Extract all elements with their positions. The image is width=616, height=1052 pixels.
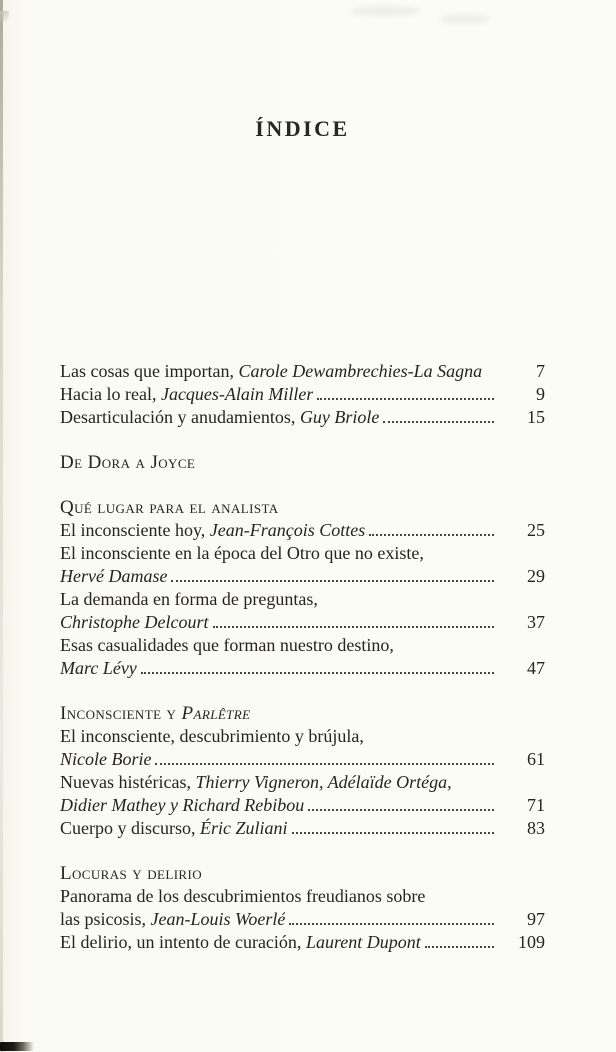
toc-entry [60,383,545,406]
entry-text [60,519,365,542]
text-segment: Guy Briole [299,407,380,427]
text-segment: El inconsciente en la época del Otro que no existe, [60,543,424,563]
text-segment: Inconsciente y [60,703,182,724]
text-segment: Esas casualidades que forman nuestro destino, [60,635,394,655]
toc-entry [60,611,545,634]
text-segment: Locuras y delirio [60,863,203,884]
entry-text [60,451,195,474]
page-number: 29 [527,566,545,586]
toc-entry [60,634,545,657]
page-edge-shadow [0,0,3,1052]
page-number: 71 [527,795,545,815]
entry-text [60,360,482,383]
text-segment: Hervé Damase [60,566,168,586]
dot-leader [213,626,495,628]
dot-leader [317,398,494,400]
entry-text [60,771,452,794]
entry-text [60,931,421,954]
dot-leader [171,580,494,582]
text-segment: Jean-François Cottes [209,520,366,540]
toc-entry [60,748,545,771]
text-segment: Qué lugar para el analista [60,497,279,518]
scan-corner-artifact [0,11,9,21]
entry-text [60,588,318,611]
text-segment: Desarticulación y anudamientos, [60,407,300,427]
text-segment: Laurent Dupont [305,932,421,952]
toc-entry [60,565,545,588]
page-number: 37 [527,612,545,632]
text-segment: Nuevas histéricas, [60,772,196,792]
text-segment: De Dora a Joyce [60,452,196,473]
toc-entry [60,794,545,817]
section-heading [60,451,545,474]
page-number: 47 [527,658,545,678]
toc-entry [60,771,545,794]
page-number: 61 [527,749,545,769]
toc-list [60,360,545,954]
entry-text [60,748,151,771]
text-segment: Jean-Louis Woerlé [150,909,286,929]
entry-text [60,885,425,908]
entry-text [60,542,424,565]
text-segment: las psicosis, [60,909,151,929]
dot-leader [369,534,494,536]
page-title: ÍNDICE [255,116,350,141]
toc-entry [60,817,545,840]
page-number: 15 [527,407,545,427]
text-segment: El inconsciente hoy, [60,520,210,540]
text-segment: Nicole Borie [60,749,152,769]
entry-text [60,565,167,588]
page-number: 83 [527,818,545,838]
page-number: 97 [527,909,545,929]
text-segment: Panorama de los descubrimientos freudianos sobre [60,886,426,906]
dot-leader [289,923,494,925]
toc-entry [60,908,545,931]
toc-entry [60,519,545,542]
toc-entry [60,406,545,429]
text-segment: La demanda en forma de preguntas, [60,589,318,609]
text-segment: Las cosas que importan, [60,361,239,381]
text-segment: Cuerpo y discurso, [60,818,200,838]
scan-smudge [350,6,420,16]
section-heading [60,496,545,519]
entry-text [60,611,209,634]
entry-text [60,702,250,725]
dot-leader [141,672,494,674]
dot-leader [155,763,494,765]
toc-entry [60,725,545,748]
toc-entry [60,657,545,680]
toc-entry [60,542,545,565]
text-segment: Christophe Delcourt [60,612,209,632]
scan-smudge [440,14,490,24]
toc-entry [60,588,545,611]
entry-text [60,634,394,657]
dot-leader [383,421,494,423]
text-segment: Marc Lévy [60,658,137,678]
text-segment: Parlêtre [181,703,251,724]
text-segment: Éric Zuliani [199,818,288,838]
entry-text [60,862,202,885]
text-segment: El inconsciente, descubrimiento y brújula, [60,726,364,746]
entry-text [60,383,313,406]
toc-entry [60,360,545,383]
text-segment: El delirio, un intento de curación, [60,932,306,952]
page-number: 7 [536,361,545,381]
entry-text [60,794,304,817]
section-heading [60,862,545,885]
page-number: 25 [527,520,545,540]
section-heading [60,702,545,725]
text-segment: Jacques-Alain Miller [160,384,314,404]
scan-ink-smudge [0,1042,40,1051]
dot-leader [308,809,494,811]
dot-leader [425,946,494,948]
entry-text [60,657,137,680]
text-segment: Carole Dewambrechies-La Sagna [238,361,483,381]
page-number: 109 [518,932,545,952]
page-content [0,116,616,954]
entry-text [60,406,379,429]
entry-text [60,908,285,931]
entry-text [60,725,364,748]
text-segment: Hacia lo real, [60,384,161,404]
entry-text [60,496,279,519]
page-number: 9 [536,384,545,404]
toc-entry [60,931,545,954]
toc-entry [60,885,545,908]
text-segment: Thierry Vigneron, Adélaïde Ortéga, [195,772,452,792]
text-segment: Didier Mathey y Richard Rebibou [60,795,305,815]
entry-text [60,817,288,840]
dot-leader [292,832,495,834]
